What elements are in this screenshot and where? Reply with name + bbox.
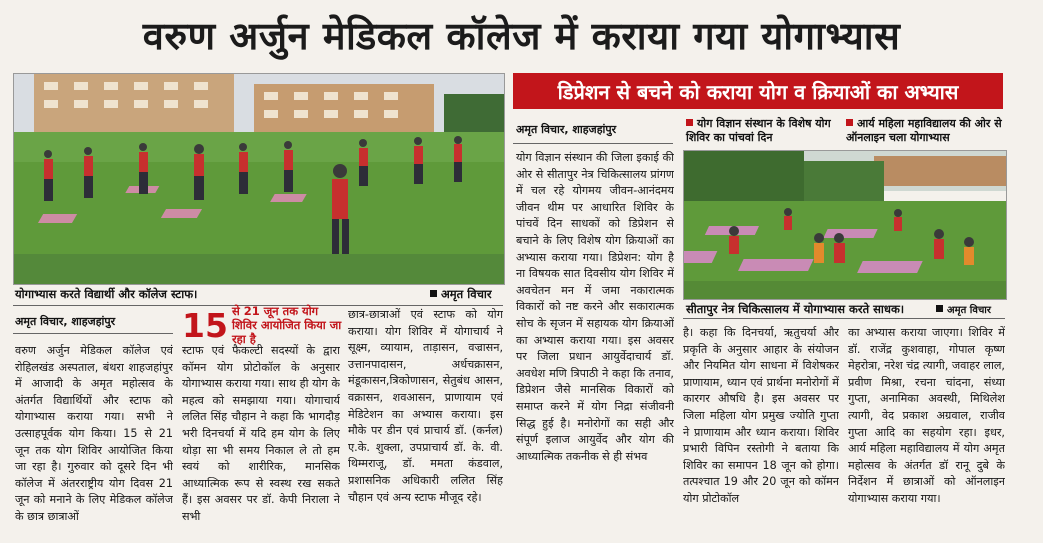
story1-column-3: छात्र-छात्राओं एवं स्टाफ को योग कराया। योग शिविर में योगाचार्य ने सूक्ष्म, व्यायाम, ताड़ासन, वज्रासन, उत्तानपादासन, अर्धचक्रासन, मंडूकासन,त्रिकोणासन, सेतुबंध आसन, वक्रासन, शवआसन, प्राणायाम एवं मेडिटेशन का अभ्यास कराया। इस मौके पर डीन एवं प्राचार्य डॉ. (कर्नल) ए.के. शुक्ला, उपप्राचार्य डॉ. के. वी. थिम्मराजू, डॉ. ममता कंडवाल, प्रशासनिक अधिकारी ललित सिंह चौहान एवं अन्य स्टाफ मौजूद रहे। xyxy=(348,308,503,504)
story2-byline: अमृत विचार, शाहजहांपुर xyxy=(516,123,617,136)
highlight-text: से 21 जून तक योग शिविर आयोजित किया जा रहा है xyxy=(231,304,342,346)
story2-photo xyxy=(683,150,1007,300)
red-square-icon xyxy=(686,119,693,126)
story1-photo-credit-row xyxy=(430,287,492,302)
divider xyxy=(513,143,673,144)
story2-banner: डिप्रेशन से बचने को कराया योग व क्रियाओं का अभ्यास xyxy=(513,73,1003,109)
story1-byline: अमृत विचार, शाहजहांपुर xyxy=(15,315,116,328)
story2-inset-left: योग विज्ञान संस्थान के विशेष योग शिविर का पांचवां दिन xyxy=(686,117,831,144)
yoga-sadhaks-illustration xyxy=(684,151,1006,299)
story2-photo-caption: सीतापुर नेत्र चिकित्सालय में योगाभ्यास करते साधक। xyxy=(686,302,905,316)
story2-inset-right: आर्य महिला महाविद्यालय की ओर से ऑनलाइन चला योगाभ्यास xyxy=(846,117,1002,144)
divider xyxy=(13,333,173,334)
divider xyxy=(683,318,1005,319)
story1-photo xyxy=(13,73,505,285)
story1-column-1: वरुण अर्जुन मेडिकल कॉलेज एवं रोहिलखंड अस्पताल, बंथरा शाहजहांपुर में आजादी के अमृत महोत्सव के अंतर्गत विद्यार्थियों और स्टाफ को योगाभ्यास कराया गया। सभी ने उत्साहपूर्वक योग किया। 15 से 21 जून तक योग शिविर आयोजित किया जा रहा है। गुरुवार को दूसरे दिन भी कॉलेज में अंतरराष्ट्रीय योग दिवस 21 जून को मनाने के लिए मेडिकल कॉलेज के छात्र छात्राओं xyxy=(15,344,173,523)
story2-photo-credit: अमृत विचार xyxy=(947,305,991,316)
story2-column-b: है। कहा कि दिनचर्या, ऋतुचर्या और प्रकृति के अनुसार आहार के संयोजन और नियमित योग साधना में विशेषकर प्राणायाम, ध्यान एवं प्रार्थना मनोरोगों में कारगर औषधि है। इस अवसर पर जिला महिला योग प्रमुख ज्योति गुप्ता ने प्राणायाम और ध्यान कराया। शिविर प्रभारी विपिन रस्तोगी ने बताया कि शिविर का समापन 18 जून को होगा। तत्पश्चात 19 और 20 जून को कॉमन योग प्रोटोकॉल xyxy=(683,326,839,505)
story1-photo-caption: योगाभ्यास करते विद्यार्थी और कॉलेज स्टाफ। xyxy=(15,287,198,301)
story1-highlight xyxy=(182,304,342,346)
red-square-icon xyxy=(846,119,853,126)
page-headline: वरुण अर्जुन मेडिकल कॉलेज में कराया गया योगाभ्यास xyxy=(142,14,901,58)
story1-column-2: स्टाफ एवं फैकल्टी सदस्यों के द्वारा कॉमन योग प्रोटोकॉल के अनुसार योगाभ्यास कराया गया। साथ ही योग के महत्व को समझाया गया। योगाचार्य ललित सिंह चौहान ने कहा कि भागदौड़ भरी दिनचर्या में यदि हम योग के लिए थोड़ा सा भी समय निकाल ले तो हम स्वयं को शारीरिक, मानसिक आध्यात्मिक रूप से स्वस्थ रख सकते हैं। इस अवसर पर डॉ. केपी निराला ने सभी xyxy=(182,344,340,523)
square-bullet-icon xyxy=(430,290,437,297)
story2-column-c: का अभ्यास कराया जाएगा। शिविर में डॉ. राजेंद्र कुशवाहा, गोपाल कृष्ण मेहरोत्रा, नरेश चंद्र त्यागी, जवाहर लाल, प्रवीण मिश्रा, रचना चांदना, संध्या गुप्ता, अनामिका अवस्थी, मिथिलेश त्यागी, वेद प्रकाश अग्रवाल, राजीव गुप्ता आदि का सहयोग रहा। इधर, आर्य महिला महाविद्यालय में योग अमृत महोत्सव के अंतर्गत डॉ रानू दुबे के निर्देशन में छात्राओं को ऑनलाइन योगाभ्यास कराया गया। xyxy=(848,326,1005,505)
highlight-number: 15 xyxy=(182,305,228,345)
square-bullet-icon xyxy=(936,305,943,312)
story1-photo-credit: अमृत विचार xyxy=(441,287,492,301)
story2-column-a: योग विज्ञान संस्थान की जिला इकाई की ओर से सीतापुर नेत्र चिकित्सालय प्रांगण में चल रहे योगमय जीवन-आनंदमय जीवन थीम पर आधारित शिविर के पांचवें दिन साधकों को डिप्रेशन से बचाने के लिए विशेष योग क्रियाओं का अभ्यास कराया गया। डिप्रेशन: योग है ना विषयक सात दिवसीय योग शिविर में अवचेतन मन में जमा नकारात्मक विकारों को नष्ट करने और सकारात्मक सोच के सृजन में सहायक योग क्रियाओं का अभ्यास कराया गया। इस अवसर पर जिला प्रधान आयुर्वेदाचार्य डॉ. अवधेश मणि त्रिपाठी ने कहा कि तनाव, डिप्रेशन जैसे मानसिक विकारों को समाप्त करने में योग निद्रा संजीवनी सिद्ध हुई है। मनोरोगों का सही और संपूर्ण इलाज आयुर्वेद और योग की आध्यात्मिक तकनीक से ही संभव xyxy=(516,151,674,463)
story2-photo-credit-row xyxy=(936,302,991,316)
yoga-students-illustration xyxy=(14,74,504,284)
